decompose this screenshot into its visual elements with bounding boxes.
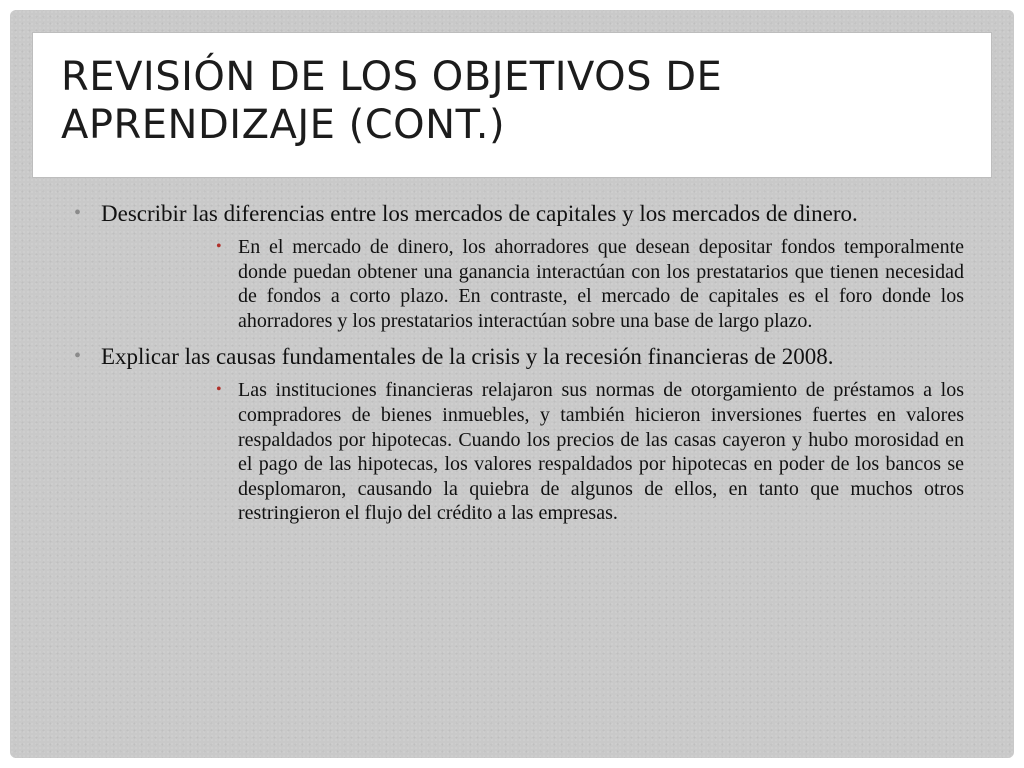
sub-bullet-text: En el mercado de dinero, los ahorradores que desean depositar fondos temporalmente donde puedan obtener una ganancia interactúan con los prestatarios que tienen necesidad de fondos a corto plazo. En contraste, el mercado de capitales es el foro donde los ahorradores y los prestatarios interactúan sobre una base de largo plazo. [238,236,964,332]
bullet-text: Describir las diferencias entre los mercados de capitales y los mercados de dinero. [101,201,858,226]
title-box [32,32,992,178]
bullet-item [74,200,964,227]
slide [10,10,1014,758]
sub-bullet-icon: • [216,381,222,399]
bullet-item [74,343,964,370]
slide-title: REVISIÓN DE LOS OBJETIVOS DE APRENDIZAJE (CONT.) [61,54,723,148]
sub-bullet-icon: • [216,238,222,255]
slide-content [74,200,964,536]
sub-bullet-item [216,235,964,333]
sub-bullet-text: Las instituciones financieras relajaron sus normas de otorgamiento de préstamos a los compradores de bienes inmuebles, y también hicieron inversiones fuertes en valores respaldados por hipotecas. Cuando los precios de las casas cayeron y hubo morosidad en el pago de las hipotecas, los valores respaldados por hipotecas en poder de los bancos se desplomaron, causando la quiebra de algunos de ellos, en tanto que muchos otros restringieron el flujo del crédito a las empresas. [238,379,964,525]
bullet-icon: • [74,345,82,368]
bullet-icon: • [74,202,82,224]
bullet-text: Explicar las causas fundamentales de la crisis y la recesión financieras de 2008. [101,344,834,370]
sub-bullet-item [216,378,964,526]
